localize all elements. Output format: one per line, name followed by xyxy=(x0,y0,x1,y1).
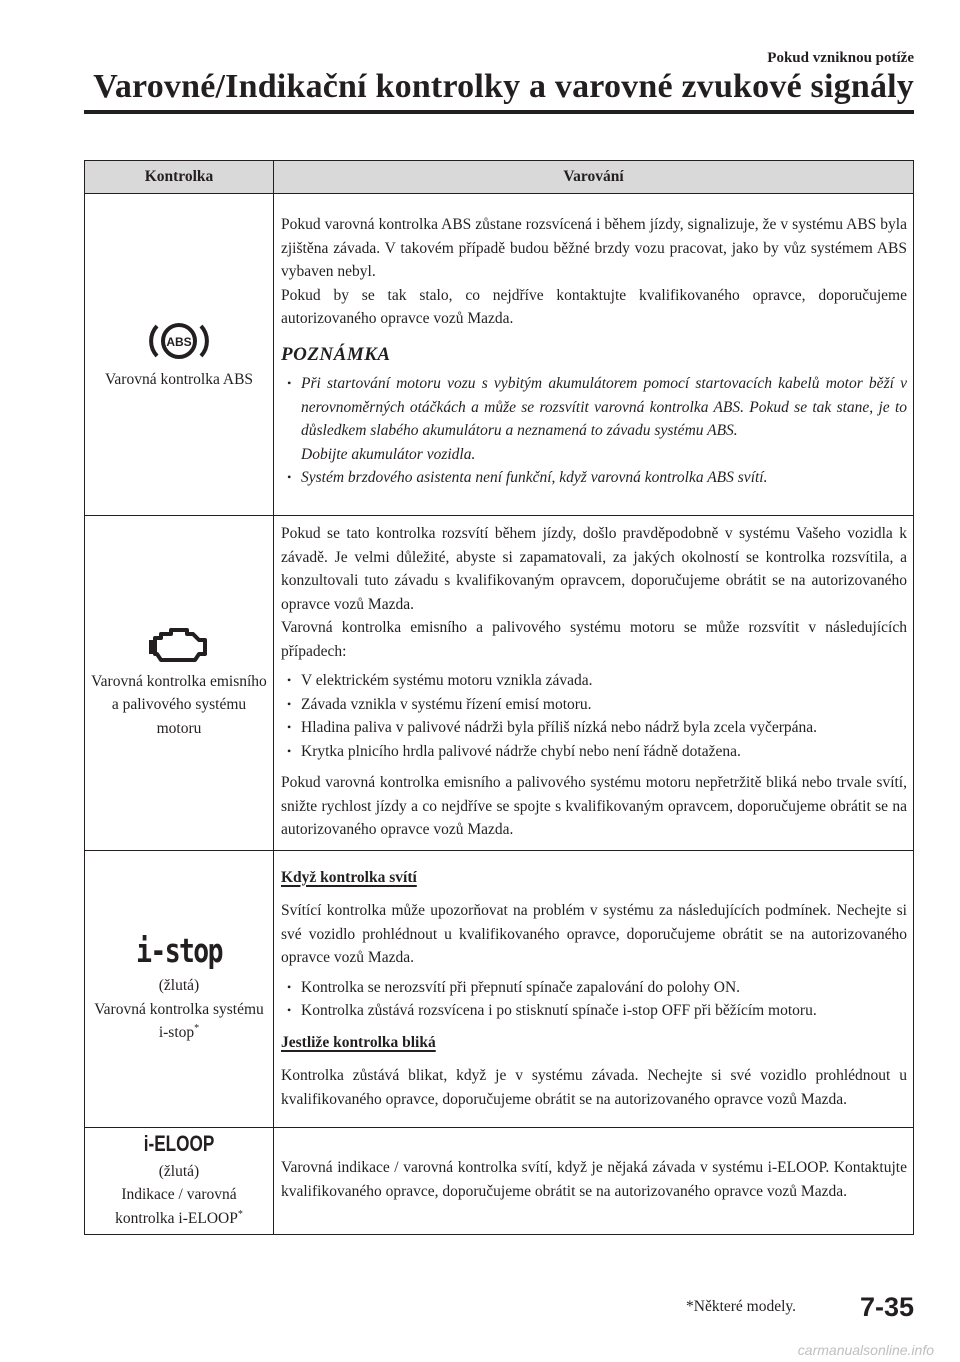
table-row xyxy=(85,1127,914,1235)
table-header-row xyxy=(85,161,914,194)
table-row xyxy=(85,516,914,851)
lamp-cell-ieloop xyxy=(85,1127,274,1235)
warning-cell-istop xyxy=(274,850,914,1127)
list-item: • Krytka plnicího hrdla palivové nádrže chybí nebo není řádně dotažena. xyxy=(281,740,907,764)
header-rule xyxy=(84,110,914,114)
watermark: carmanualsonline.info xyxy=(797,1342,934,1358)
warning-cell-engine xyxy=(274,516,914,851)
lamp-label: Varovná kontrolka ABS xyxy=(104,370,254,388)
footer-note: *Některé modely. xyxy=(686,1298,797,1315)
i-stop-icon: i-stop xyxy=(136,931,222,971)
subheading-flashing: Jestliže kontrolka bliká xyxy=(281,1033,436,1051)
warning-paragraph: Varovná kontrolka emisního a palivového systému motoru se může rozsvítit v následujících případech: xyxy=(281,619,907,660)
warning-lamp-table xyxy=(84,160,914,1235)
warning-cell-ieloop xyxy=(274,1127,914,1235)
warning-paragraph: Pokud varovná kontrolka ABS zůstane rozsvícená i během jízdy, signalizuje, že v systému ABS byla zjištěna závada. V takovém případě budou běžné brzdy vozu pracovat, jako by vůz systémem ABS vybaven nebyl. xyxy=(281,216,907,281)
lamp-cell-istop xyxy=(85,850,274,1127)
lamp-label: Indikace / varovná kontrolka i-ELOOP* xyxy=(115,1186,243,1227)
color-note: (žlutá) xyxy=(158,1162,200,1180)
chapter-title: Varovné/Indikační kontrolky a varovné zvukové signály xyxy=(93,68,914,105)
warning-paragraph: Pokud se tato kontrolka rozsvítí během jízdy, došlo pravděpodobně v systému Vašeho vozidla k závadě. Je velmi důležité, abyste si zapamatovali, za jakých okolností se kontrolka rozsvítila, a konzultovali tuto závadu s kvalifikovaným opravcem, doporučujeme obrátit se na autorizovaného opravce vozů Mazda. xyxy=(281,525,907,613)
column-header-lamp: Kontrolka xyxy=(85,161,274,194)
table-row xyxy=(85,850,914,1127)
engine-check-icon xyxy=(147,626,211,666)
section-title: Pokud vzniknou potíže xyxy=(767,50,914,66)
list-item: • Kontrolka se nerozsvítí při přepnutí spínače zapalování do polohy ON. xyxy=(281,976,907,1000)
column-header-warning: Varování xyxy=(274,161,914,194)
lamp-cell-engine xyxy=(85,516,274,851)
page-number: 7-35 xyxy=(859,1292,914,1322)
color-note: (žlutá) xyxy=(158,977,200,995)
svg-text:ABS: ABS xyxy=(166,334,192,349)
i-eloop-icon: i-ELOOP xyxy=(143,1130,215,1156)
list-item: • Závada vznikla v systému řízení emisí motoru. xyxy=(281,693,907,717)
list-item: • Systém brzdového asistenta není funkční, když varovná kontrolka ABS svítí. xyxy=(281,466,907,490)
warning-paragraph: Pokud by se tak stalo, co nejdříve kontaktujte kvalifikovaného opravce, doporučujeme autorizovaného opravce vozů Mazda. xyxy=(281,286,907,328)
list-item: • Kontrolka zůstává rozsvícena i po stisknutí spínače i-stop OFF při běžícím motoru. xyxy=(281,999,907,1023)
cause-list xyxy=(281,669,907,763)
warning-paragraph: Varovná indikace / varovná kontrolka svítí, když je nějaká závada v systému i-ELOOP. Kontaktujte kvalifikovaného opravce, doporučujeme obrátit se na autorizovaného opravce vozů Mazda. xyxy=(281,1159,907,1200)
abs-warning-icon xyxy=(144,318,214,364)
condition-list xyxy=(281,976,907,1023)
note-list xyxy=(281,372,907,490)
lamp-label: Varovná kontrolka systému i-stop* xyxy=(94,1000,264,1042)
lamp-cell-abs xyxy=(85,194,274,516)
warning-paragraph: Svítící kontrolka může upozorňovat na problém v systému za následujících podmínek. Nechejte si své vozidlo prohlédnout u kvalifikovaného opravce, doporučujeme obrátit se na autorizovaného opravce vozů Mazda. xyxy=(281,902,907,967)
warning-paragraph: Pokud varovná kontrolka emisního a palivového systému motoru nepřetržitě bliká nebo trvale svítí, snižte rychlost jízdy a co nejdříve se spojte s kvalifikovaným opravcem, doporučujeme obrátit se na autorizovaného opravce vozů Mazda. xyxy=(281,774,907,838)
warning-paragraph: Kontrolka zůstává blikat, když je v systému závada. Nechejte si své vozidlo prohlédnout u kvalifikovaného opravce, doporučujeme obrátit se na autorizovaného opravce vozů Mazda. xyxy=(281,1067,907,1108)
lamp-label: Varovná kontrolka emisního a palivového systému motoru xyxy=(91,672,267,737)
subheading-lit: Když kontrolka svítí xyxy=(281,868,417,886)
table-row xyxy=(85,194,914,516)
list-item: • V elektrickém systému motoru vznikla závada. xyxy=(281,669,907,693)
list-item: • Hladina paliva v palivové nádrži byla příliš nízká nebo nádrž byla zcela vyčerpána. xyxy=(281,716,907,740)
list-item: • Při startování motoru vozu s vybitým akumulátorem pomocí startovacích kabelů motor běží v nerovnoměrných otáčkách a může se rozsvítit varovná kontrolka ABS. Pokud se tak stane, je to důsledkem slabého akumulátoru a neznamená to závadu systému ABS. Dobijte akumulátor vozidla. xyxy=(281,372,907,466)
note-heading: POZNÁMKA xyxy=(281,343,391,365)
warning-cell-abs xyxy=(274,194,914,516)
